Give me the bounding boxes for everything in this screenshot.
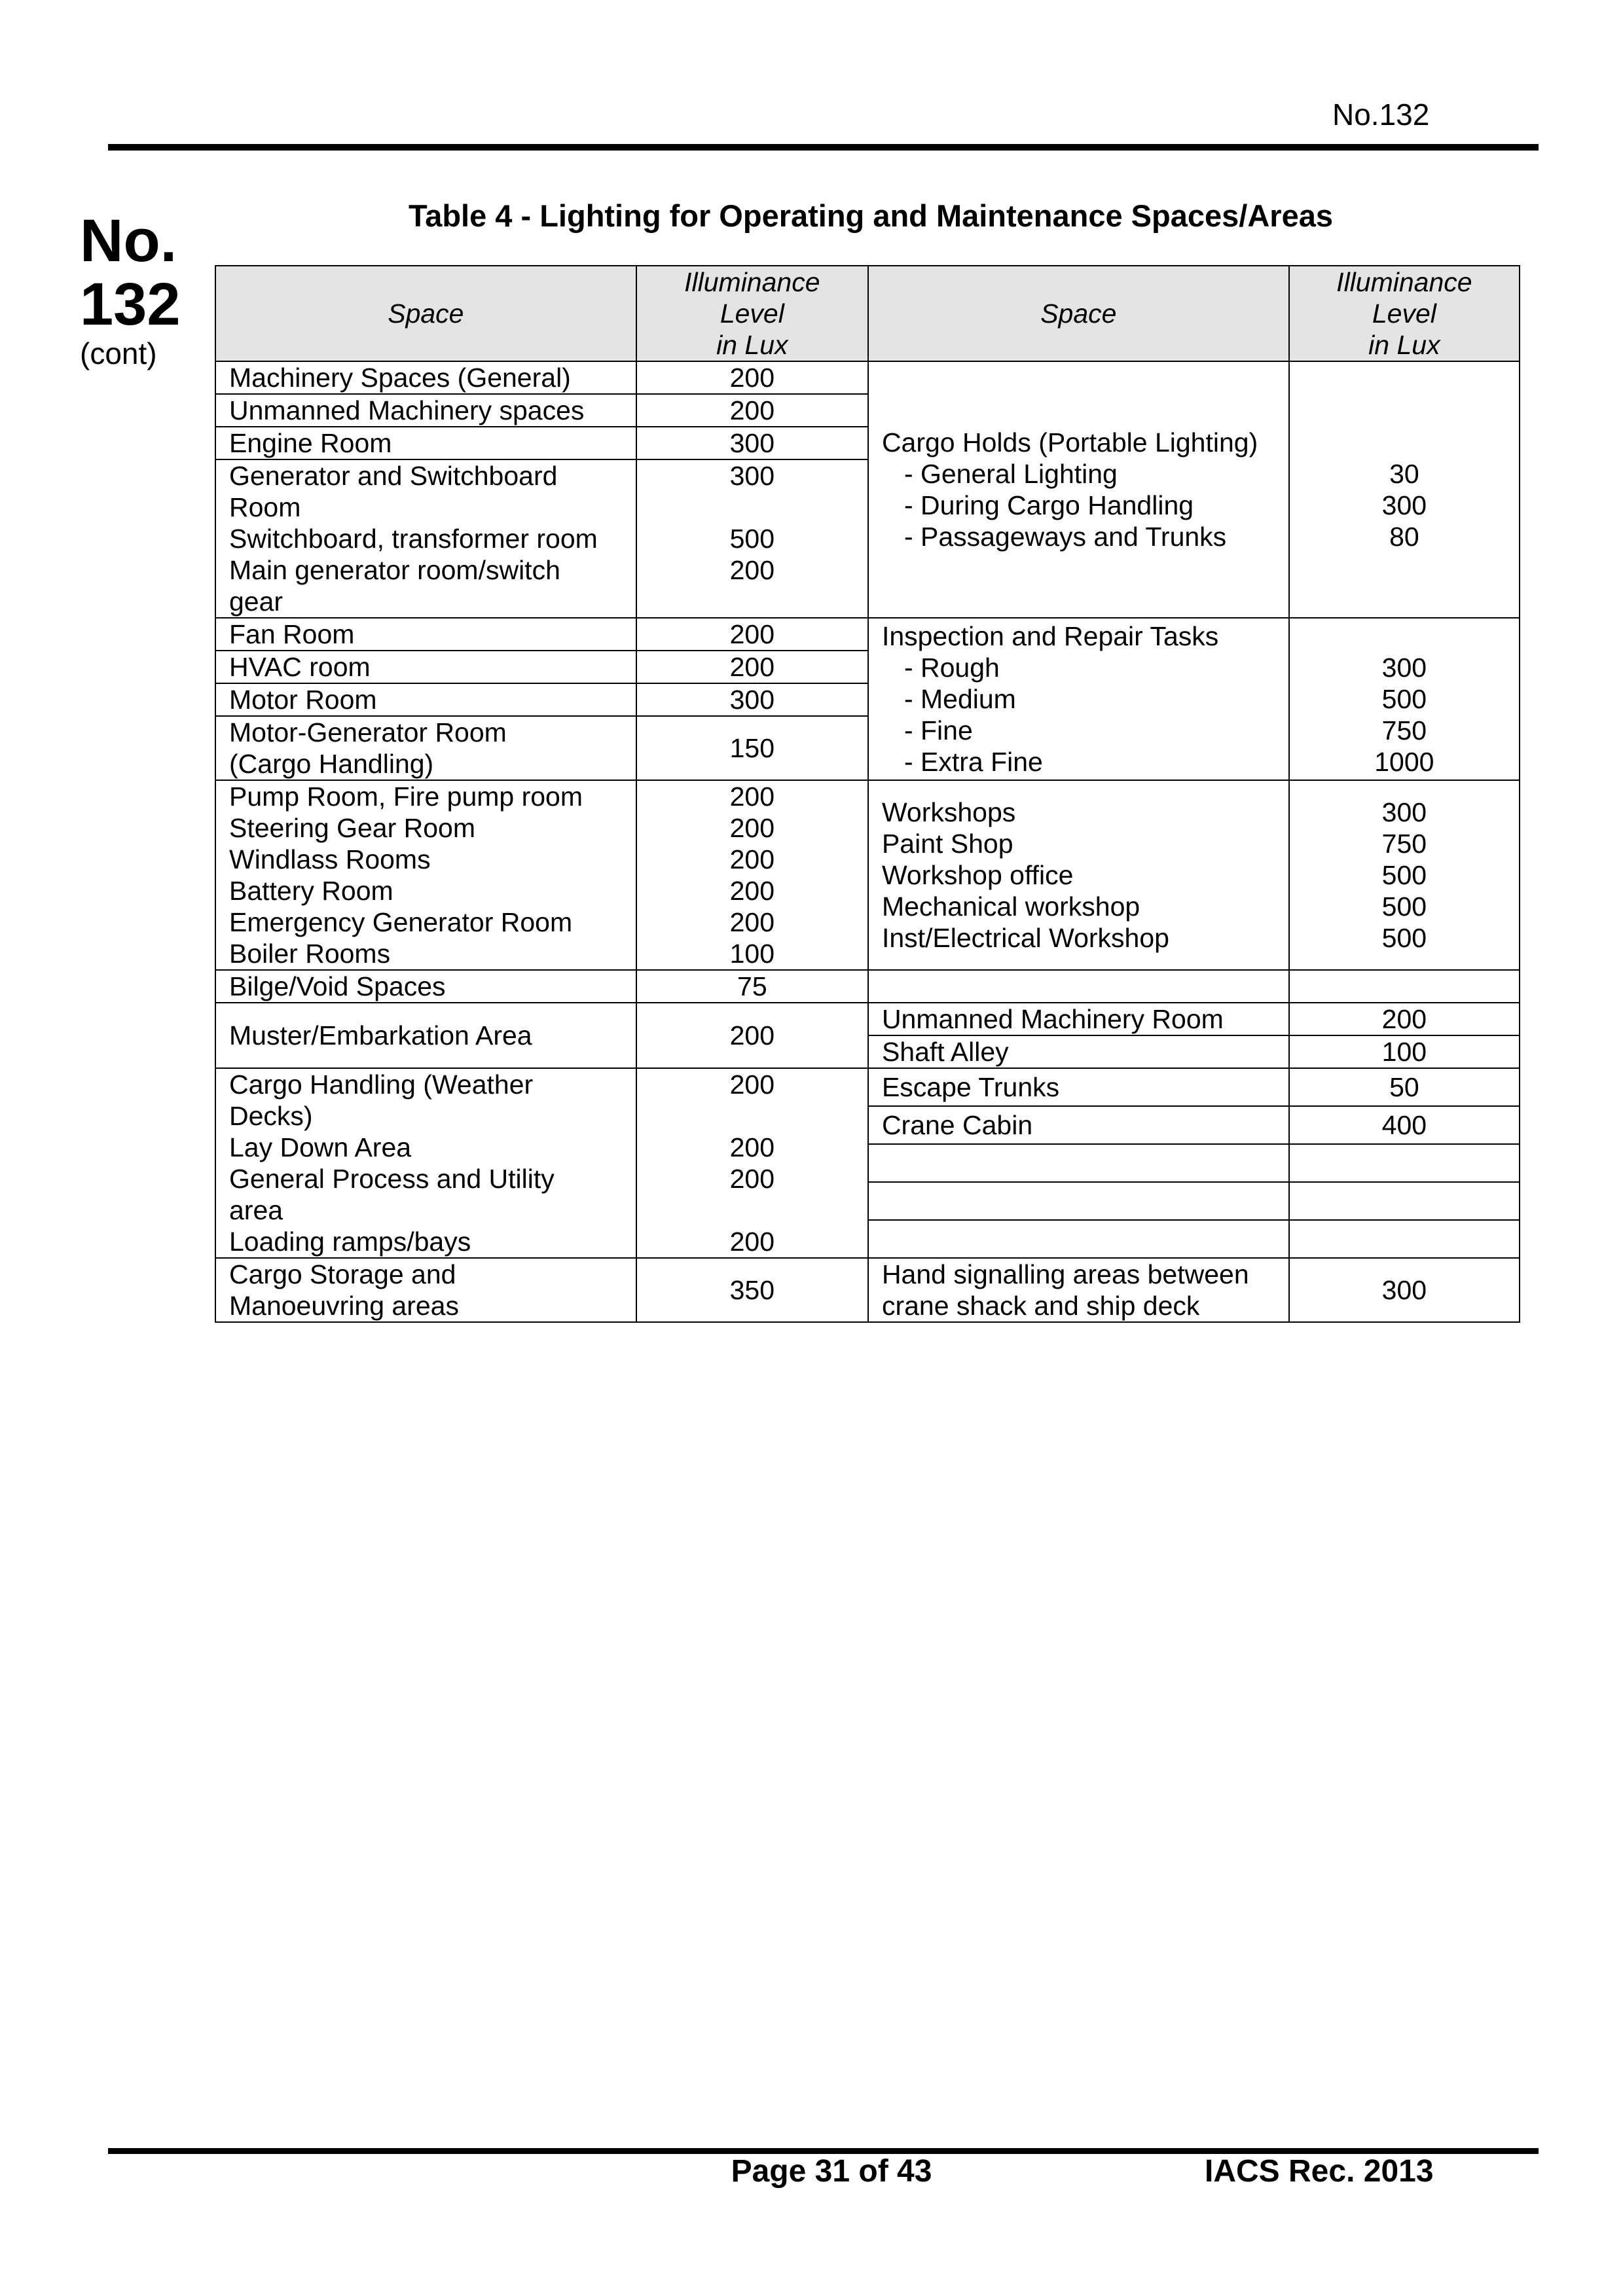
space-cell: Unmanned Machinery spaces <box>215 394 636 427</box>
table-row <box>215 970 1520 1003</box>
header-space-right: Space <box>868 266 1289 361</box>
space-cell: Machinery Spaces (General) <box>215 361 636 394</box>
space-cell: Motor Room <box>215 683 636 716</box>
space-cell: Crane Cabin <box>868 1106 1289 1144</box>
space-cell: Engine Room <box>215 427 636 459</box>
space-cell: Escape Trunks <box>868 1068 1289 1106</box>
empty-cell <box>1289 1220 1520 1258</box>
cargo-holds-lux-cell: 30 300 80 <box>1289 361 1520 618</box>
inspection-lux-cell: 300 500 750 1000 <box>1289 618 1520 780</box>
lux-cell: 200 <box>1289 1003 1520 1035</box>
table-row <box>215 1068 1520 1106</box>
header-row <box>215 266 1520 361</box>
inspection-space-cell: Inspection and Repair Tasks - Rough - Medium - Fine - Extra Fine <box>868 618 1289 780</box>
table-row <box>215 1258 1520 1322</box>
workshops-lux-cell: 300 750 500 500 500 <box>1289 780 1520 970</box>
table-row <box>215 618 1520 651</box>
table-row <box>215 361 1520 394</box>
space-cell: Motor-Generator Room (Cargo Handling) <box>215 716 636 780</box>
page-number: Page 31 of 43 <box>731 2154 932 2189</box>
footer-org: IACS Rec. 2013 <box>1205 2154 1434 2189</box>
lux-cell: 400 <box>1289 1106 1520 1144</box>
space-cell: Unmanned Machinery Room <box>868 1003 1289 1035</box>
side-label-no: No. <box>80 207 177 274</box>
lux-cell: 200 <box>636 361 868 394</box>
lux-cell: 75 <box>636 970 868 1003</box>
header-lux-left: Illuminance Level in Lux <box>636 266 868 361</box>
table-row <box>215 1003 1520 1035</box>
workshops-space-cell: Workshops Paint Shop Workshop office Mechanical workshop Inst/Electrical Workshop <box>868 780 1289 970</box>
header-space-left: Space <box>215 266 636 361</box>
space-cell: Cargo Storage and Manoeuvring areas <box>215 1258 636 1322</box>
lux-cell: 300 <box>1289 1258 1520 1322</box>
table-row <box>215 780 1520 970</box>
lux-cell: 200 200 200 200 200 100 <box>636 780 868 970</box>
lux-cell: 200 <box>636 1003 868 1068</box>
empty-cell <box>868 970 1289 1003</box>
space-cell: HVAC room <box>215 651 636 683</box>
lux-cell: 200 <box>636 394 868 427</box>
lux-cell: 50 <box>1289 1068 1520 1106</box>
lux-cell: 100 <box>1289 1035 1520 1068</box>
lux-cell: 350 <box>636 1258 868 1322</box>
cargo-holds-space-cell: Cargo Holds (Portable Lighting) - General Lighting - During Cargo Handling - Passageways and Trunks <box>868 361 1289 618</box>
lux-cell: 300 <box>636 683 868 716</box>
header-rule <box>108 144 1539 151</box>
space-cell: Hand signalling areas between crane shack and ship deck <box>868 1258 1289 1322</box>
empty-cell <box>868 1182 1289 1220</box>
empty-cell <box>1289 1144 1520 1182</box>
space-cell: Bilge/Void Spaces <box>215 970 636 1003</box>
space-cell: Generator and Switchboard Room Switchboard, transformer room Main generator room/switch gear <box>215 459 636 618</box>
space-cell: Cargo Handling (Weather Decks) Lay Down Area General Process and Utility area Loading ramps/bays <box>215 1068 636 1258</box>
header-lux-right: Illuminance Level in Lux <box>1289 266 1520 361</box>
lux-cell: 200 <box>636 651 868 683</box>
side-label-cont: (cont) <box>80 336 157 370</box>
empty-cell <box>1289 970 1520 1003</box>
lighting-table <box>215 265 1520 1323</box>
space-cell: Pump Room, Fire pump room Steering Gear Room Windlass Rooms Battery Room Emergency Generator Room Boiler Rooms <box>215 780 636 970</box>
empty-cell <box>1289 1182 1520 1220</box>
lux-cell: 300 500 200 <box>636 459 868 618</box>
lux-cell: 200 <box>636 618 868 651</box>
lux-cell: 200 200 200 200 <box>636 1068 868 1258</box>
empty-cell <box>868 1144 1289 1182</box>
space-cell: Muster/Embarkation Area <box>215 1003 636 1068</box>
table-title: Table 4 - Lighting for Operating and Maintenance Spaces/Areas <box>408 198 1334 233</box>
side-label-number: 132 <box>80 271 181 338</box>
document-number: No.132 <box>1332 98 1430 132</box>
space-cell: Fan Room <box>215 618 636 651</box>
space-cell: Shaft Alley <box>868 1035 1289 1068</box>
empty-cell <box>868 1220 1289 1258</box>
lux-cell: 300 <box>636 427 868 459</box>
lux-cell: 150 <box>636 716 868 780</box>
